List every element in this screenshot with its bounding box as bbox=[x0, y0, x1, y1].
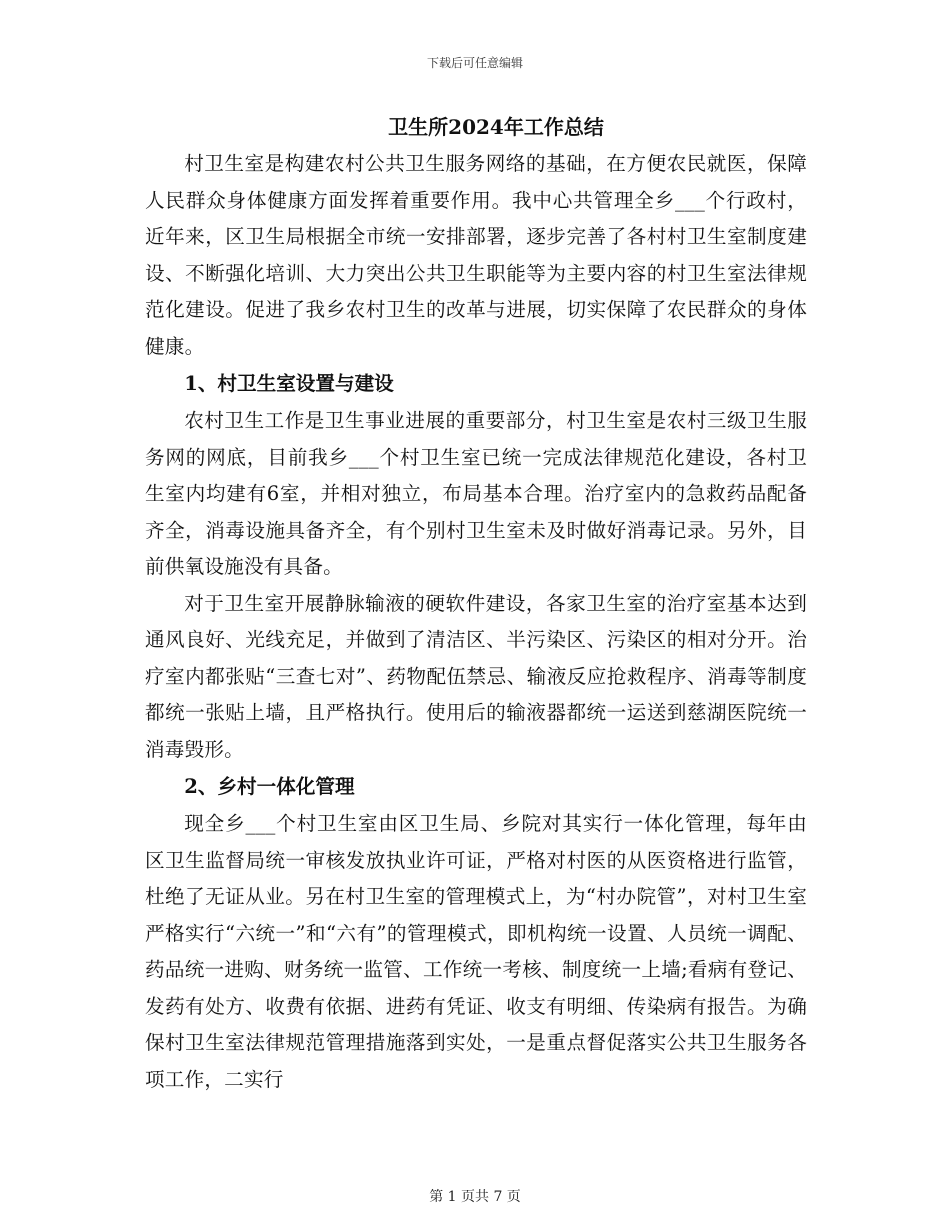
intro-paragraph: 村卫生室是构建农村公共卫生服务网络的基础，在方便农民就医，保障人民群众身体健康方面发挥着重要作用。我中心共管理全乡___个行政村，近年来，区卫生局根据全市统一安排部署，逐步完善了各村村卫生室制度建设、不断强化培训、大力突出公共卫生职能等为主要内容的村卫生室法律规范化建设。促进了我乡农村卫生的改革与进展，切实保障了农民群众的身体健康。 bbox=[145, 152, 807, 358]
header-note: 下载后可任意编辑 bbox=[426, 56, 523, 70]
section-2-paragraph-1: 现全乡___个村卫生室由区卫生局、乡院对其实行一体化管理，每年由区卫生监督局统一审核发放执业许可证，严格对村医的从医资格进行监管，杜绝了无证从业。另在村卫生室的管理模式上，为“村办院管”，对村卫生室严格实行“六统一”和“六有”的管理模式，即机构统一设置、人员统一调配、药品统一进购、财务统一监管、工作统一考核、制度统一上墙;看病有登记、发药有处方、收费有依据、进药有凭证、收支有明细、传染病有报告。为确保村卫生室法律规范管理措施落到实处，一是重点督促落实公共卫生服务各项工作，二实行 bbox=[145, 812, 807, 1091]
document-title: 卫生所2024年工作总结 bbox=[388, 115, 604, 139]
section-1-paragraph-1: 农村卫生工作是卫生事业进展的重要部分，村卫生室是农村三级卫生服务网的网底，目前我乡___个村卫生室已统一完成法律规范化建设，各村卫生室内均建有6室，并相对独立，布局基本合理。治疗室内的急救药品配备齐全，消毒设施具备齐全，有个别村卫生室未及时做好消毒记录。另外，目前供氧设施没有具备。 bbox=[145, 409, 807, 578]
section-heading-2: 2、乡村一体化管理 bbox=[184, 775, 355, 798]
section-1-paragraph-2: 对于卫生室开展静脉输液的硬软件建设，各家卫生室的治疗室基本达到通风良好、光线充足，并做到了清洁区、半污染区、污染区的相对分开。治疗室内都张贴“三查七对”、药物配伍禁忌、输液反应抢救程序、消毒等制度都统一张贴上墙，且严格执行。使用后的输液器都统一运送到慈湖医院统一消毒毁形。 bbox=[145, 591, 807, 761]
document-body bbox=[145, 108, 807, 1098]
page-number: 第 1 页共 7 页 bbox=[429, 1189, 521, 1205]
section-heading-1: 1、村卫生室设置与建设 bbox=[184, 372, 394, 395]
